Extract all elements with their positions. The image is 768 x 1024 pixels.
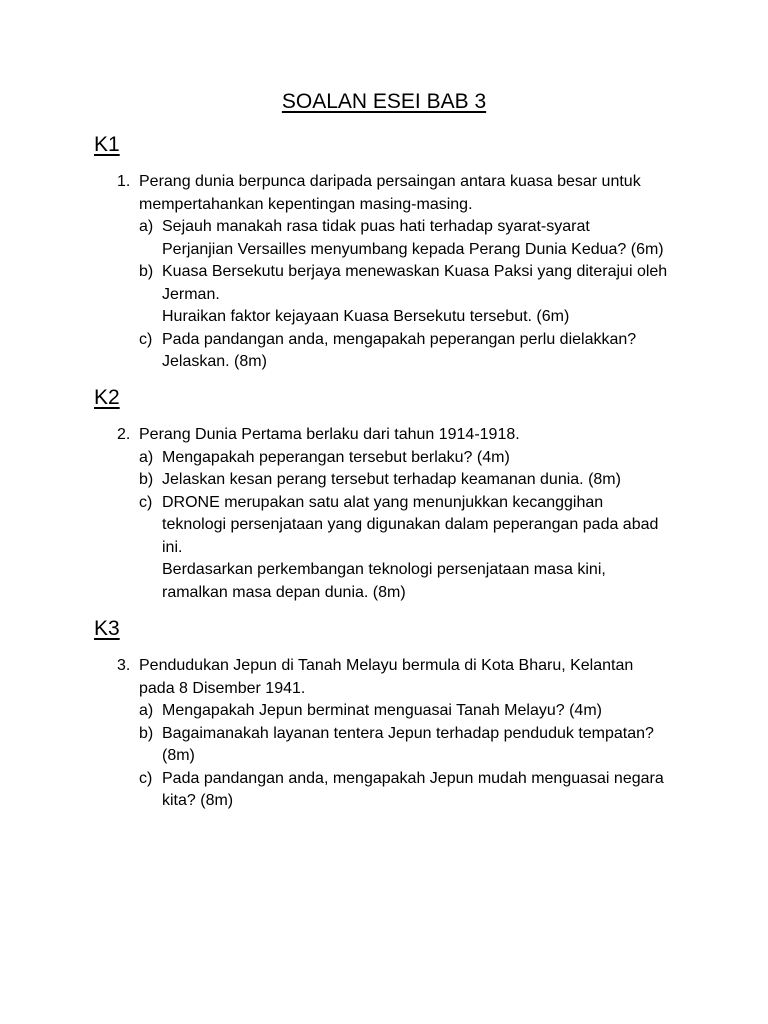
sub-question-letter: c): [139, 493, 153, 511]
sub-question-a: [117, 447, 687, 470]
question-number: 1.: [117, 173, 131, 190]
sub-question-letter: b): [139, 263, 154, 280]
question-3: [117, 655, 687, 813]
sub-question-b: [117, 723, 687, 768]
sub-question-line: Pada pandangan anda, mengapakah Jepun mudah menguasai negara: [162, 769, 664, 787]
sub-question-line: Mengapakah Jepun berminat menguasai Tanah Melayu? (4m): [162, 702, 602, 719]
sub-question-line: Jelaskan kesan perang tersebut terhadap keamanan dunia. (8m): [162, 471, 621, 488]
sub-question-line: Bagaimanakah layanan tentera Jepun terhadap penduduk tempatan?: [162, 724, 654, 742]
sub-question-line: DRONE merupakan satu alat yang menunjukkan kecanggihan: [162, 493, 604, 511]
sub-question-letter: c): [139, 769, 153, 787]
section-heading: K2: [94, 386, 120, 409]
sub-question-a: [117, 216, 687, 261]
question-text-line: mempertahankan kepentingan masing-masing.: [139, 195, 473, 213]
sub-question-c: [117, 492, 687, 605]
sub-question-c: [117, 329, 687, 374]
sub-question-list: [117, 216, 687, 374]
question-text-line: Perang dunia berpunca daripada persaingan antara kuasa besar untuk: [139, 173, 641, 190]
question-text-line: pada 8 Disember 1941.: [139, 679, 306, 697]
question-stem: [117, 171, 687, 216]
sub-question-line: ini.: [162, 538, 183, 556]
sub-question-line: Perjanjian Versailles menyumbang kepada Perang Dunia Kedua? (6m): [162, 240, 664, 258]
question-stem: [117, 424, 687, 447]
sub-question-a: [117, 700, 687, 723]
question-number: 2.: [117, 426, 131, 443]
sub-question-letter: a): [139, 218, 154, 235]
sub-question-line: (8m): [162, 747, 195, 764]
sub-question-letter: a): [139, 702, 154, 719]
sub-question-line: Kuasa Bersekutu berjaya menewaskan Kuasa Paksi yang diterajui oleh: [162, 263, 668, 280]
question-2: [117, 424, 687, 604]
question-number: 3.: [117, 657, 131, 674]
sub-question-b: [117, 469, 687, 492]
sub-question-line: Jelaskan. (8m): [162, 353, 267, 370]
question-stem: [117, 655, 687, 700]
sub-question-line: Jerman.: [162, 285, 220, 303]
section-heading: K3: [94, 617, 120, 640]
sub-question-line: Sejauh manakah rasa tidak puas hati terhadap syarat-syarat: [162, 218, 590, 235]
question-1: [117, 171, 687, 374]
sub-question-line: Berdasarkan perkembangan teknologi persenjataan masa kini,: [162, 561, 606, 578]
sub-question-letter: a): [139, 448, 154, 466]
sub-question-b: [117, 261, 687, 329]
sub-question-line: Mengapakah peperangan tersebut berlaku? (4m): [162, 448, 510, 466]
sub-question-c: [117, 768, 687, 813]
sub-question-letter: b): [139, 724, 154, 742]
question-text-line: Pendudukan Jepun di Tanah Melayu bermula di Kota Bharu, Kelantan: [139, 657, 634, 674]
page-title: SOALAN ESEI BAB 3: [281, 90, 487, 113]
sub-question-line: Huraikan faktor kejayaan Kuasa Bersekutu tersebut. (6m): [162, 308, 570, 325]
sub-question-line: Pada pandangan anda, mengapakah peperangan perlu dielakkan?: [162, 330, 637, 348]
sub-question-line: kita? (8m): [162, 792, 234, 809]
section-heading: K1: [94, 133, 120, 156]
sub-question-line: ramalkan masa depan dunia. (8m): [162, 583, 406, 601]
sub-question-letter: c): [139, 330, 153, 348]
question-text-line: Perang Dunia Pertama berlaku dari tahun 1914-1918.: [139, 426, 520, 443]
sub-question-list: [117, 700, 687, 813]
sub-question-line: teknologi persenjataan yang digunakan dalam peperangan pada abad: [162, 516, 659, 533]
sub-question-letter: b): [139, 471, 154, 488]
sub-question-list: [117, 447, 687, 605]
